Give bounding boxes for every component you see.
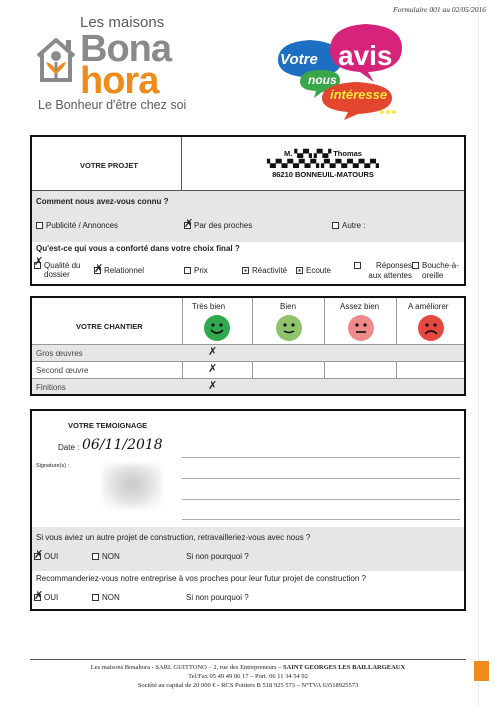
badge-word1: Votre: [280, 51, 318, 68]
checkbox[interactable]: [184, 267, 191, 274]
q1-option-other[interactable]: Autre :: [332, 221, 366, 230]
happy-face-icon: [276, 315, 302, 341]
signature-redacted: [102, 464, 162, 509]
rating-to-improve: A améliorer: [408, 302, 449, 311]
question2: Qu'est-ce qui vous a conforté dans votre choix final ?: [36, 244, 240, 253]
checkbox-checked[interactable]: [34, 553, 41, 560]
q2-option-relation[interactable]: ✗ Relationnel: [94, 266, 144, 275]
testimonial-section: [30, 409, 466, 611]
checkbox-checked[interactable]: [242, 267, 249, 274]
q2-option-price[interactable]: Prix: [184, 266, 208, 275]
orange-corner-mark: [474, 661, 489, 681]
page-edge: [478, 0, 479, 707]
very-happy-face-icon: [204, 315, 230, 341]
rating-fairly-good: Assez bien: [340, 302, 380, 311]
client-name: M. ▚▞▚ ▞▚▞ Thomas: [284, 149, 362, 158]
checkbox-checked[interactable]: [296, 267, 303, 274]
company-logo: [30, 14, 200, 114]
form-reference: Formulaire 001 au 02/05/2016: [393, 5, 486, 14]
rework-yes[interactable]: ✗OUI: [34, 552, 58, 561]
checkbox[interactable]: [92, 553, 99, 560]
sad-face-icon: [418, 315, 444, 341]
row-label: Finitions: [36, 383, 66, 392]
footer-line1: [30, 663, 466, 672]
checkbox[interactable]: [354, 262, 361, 269]
q2-option-reactivity[interactable]: Réactivité: [242, 266, 287, 275]
mark-very-good: ✗: [208, 345, 218, 358]
rework-why: Si non pourquoi ?: [186, 552, 249, 561]
client-address: ▚▞▚▞▚▞▚▞▚ ▞▚▞▚▞▚▞▚▞▚: [267, 159, 379, 168]
checkbox[interactable]: [412, 262, 419, 269]
q2-option-word-of-mouth[interactable]: Bouche-à-oreille: [412, 261, 466, 281]
logo-line3: hora: [80, 60, 159, 102]
badge-word3: nous: [308, 73, 337, 87]
checkbox-checked[interactable]: [94, 267, 101, 274]
recommend-question-block: [32, 571, 464, 609]
writing-line: [182, 478, 460, 479]
recommend-question: Recommanderiez-vous notre entreprise à vos proches pour leur futur projet de construction ?: [36, 574, 366, 583]
date-value[interactable]: 06/11/2018: [82, 437, 163, 453]
row-finishing: [32, 379, 464, 394]
question1-block: [32, 191, 464, 242]
client-city: 86210 BONNEUIL-MATOURS: [272, 170, 374, 179]
logo-tagline: Le Bonheur d'être chez soi: [38, 98, 187, 112]
question1: Comment nous avez-vous connu ?: [36, 197, 169, 206]
writing-line: [182, 519, 460, 520]
checkbox[interactable]: [92, 594, 99, 601]
logo-line1: Les maisons: [80, 14, 165, 31]
badge-word4: intéresse: [330, 87, 388, 102]
badge-word2: avis: [338, 40, 393, 71]
writing-line: [182, 499, 460, 500]
row-label: Second œuvre: [36, 366, 89, 375]
question2-block: [32, 242, 464, 286]
feedback-badge: [270, 20, 420, 120]
neutral-face-icon: [348, 315, 374, 341]
worksite-label: VOTRE CHANTIER: [76, 322, 143, 331]
footer: [30, 663, 466, 690]
recommend-why: Si non pourquoi ?: [186, 593, 249, 602]
mark-very-good: ✗: [208, 379, 218, 392]
client-info-cell: [182, 137, 464, 191]
checkbox-checked[interactable]: [184, 222, 191, 229]
footer-divider: [30, 659, 466, 660]
footer-line2: Tel/Fax 05 49 49 06 17 – Port. 06 11 34 54 92: [188, 673, 308, 680]
mark-very-good: ✗: [208, 362, 218, 375]
signature-label: Signature(s) :: [36, 463, 70, 469]
q2-option-quality[interactable]: ✗Qualité du dossier: [34, 261, 96, 279]
checkbox-checked[interactable]: [34, 262, 41, 269]
writing-line: [182, 457, 460, 458]
q1-option-relatives[interactable]: ✗ Par des proches: [184, 221, 252, 230]
house-icon: [34, 34, 78, 90]
row-label: Gros œuvres: [36, 349, 83, 358]
rating-very-good: Très bien: [192, 302, 226, 311]
worksite-section: [30, 296, 466, 396]
footer-company: Les maisons Bonahora - SARL GUITTONO – 2, rue des Entrepreneurs –: [90, 664, 284, 671]
checkbox-checked[interactable]: [34, 594, 41, 601]
q2-option-expectations[interactable]: Réponses aux attentes: [354, 261, 412, 281]
logo-line2: Bona: [80, 28, 171, 70]
recommend-yes[interactable]: ✗OUI: [34, 593, 58, 602]
rework-question: Si vous aviez un autre projet de construction, retravailleriez-vous avec nous ?: [36, 533, 311, 542]
testimonial-label: VOTRE TEMOIGNAGE: [68, 421, 148, 430]
checkbox[interactable]: [36, 222, 43, 229]
recommend-no[interactable]: NON: [92, 593, 120, 602]
project-label: VOTRE PROJET: [80, 161, 138, 170]
project-label-cell: [32, 137, 182, 191]
footer-town: SAINT GEORGES LES BAILLARGEAUX: [283, 664, 406, 671]
rating-good: Bien: [280, 302, 297, 311]
row-secondary-work: [32, 362, 464, 378]
rework-no[interactable]: NON: [92, 552, 120, 561]
q1-option-ads[interactable]: Publicité / Annonces: [36, 221, 118, 230]
rework-question-block: [32, 527, 464, 571]
project-section: [30, 135, 466, 286]
checkbox[interactable]: [332, 222, 339, 229]
footer-line3: Société au capital de 20 000 € - RCS Poitiers B 518 925 573 – N°TVA 63518925573: [137, 682, 359, 689]
row-structural-work: [32, 345, 464, 361]
date-label: Date :: [58, 443, 80, 452]
q2-option-listening[interactable]: Ecoute: [296, 266, 331, 275]
